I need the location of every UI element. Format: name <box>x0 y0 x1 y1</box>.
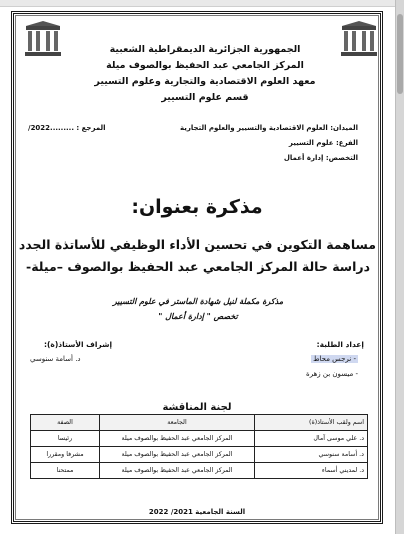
member-name: د. أسامة سنوسي <box>255 447 368 463</box>
viewer-top-edge <box>0 0 404 7</box>
header-republic: الجمهورية الجزائرية الديمقراطية الشعبية <box>109 44 301 55</box>
vertical-scrollbar[interactable] <box>395 0 404 534</box>
table-header-row <box>31 415 368 431</box>
header-department: قسم علوم التسيير <box>161 92 249 103</box>
member-university: المركز الجامعي عبد الحفيظ بوالصوف ميلة <box>100 431 255 447</box>
memo-specialty: تخصص " إدارة أعمال " <box>158 312 238 321</box>
header-institute: معهد العلوم الاقتصادية والتجارية وعلوم التسيير <box>94 76 316 87</box>
member-university: المركز الجامعي عبد الحفيظ بوالصوف ميلة <box>100 463 255 479</box>
memo-title: مذكرة بعنوان: <box>131 196 263 218</box>
committee-table <box>30 414 368 479</box>
header-center: المركز الجامعي عبد الحفيظ بوالصوف ميلة <box>106 60 304 71</box>
member-role: مشرفا ومقررا <box>31 447 100 463</box>
field-label: الميدان: العلوم الاقتصادية والتسيير والعلوم التجارية <box>180 124 358 132</box>
member-name: د. لمديني أسماء <box>255 463 368 479</box>
branch-label: الفرع: علوم التسيير <box>288 139 358 147</box>
column-header-name: اسم ولقب الأستاذ(ة) <box>255 415 368 431</box>
academic-year: السنة الجامعية 2021/ 2022 <box>148 508 246 516</box>
table-row <box>31 431 368 447</box>
university-logo-right <box>338 20 380 62</box>
member-role: رئيسا <box>31 431 100 447</box>
member-role: ممتحنا <box>31 463 100 479</box>
student-name-2: - ميسون بن زهرة <box>306 370 358 378</box>
member-university: المركز الجامعي عبد الحفيظ بوالصوف ميلة <box>100 447 255 463</box>
supervisor-label: إشراف الأستاذ(ة): <box>44 340 113 349</box>
column-header-role: الصفة <box>31 415 100 431</box>
subject-line-2: دراسة حالة المركز الجامعي عبد الحفيظ بوالصوف –ميلة- <box>26 259 370 274</box>
committee-title: لجنة المناقشة <box>162 402 232 413</box>
university-logo-left <box>22 20 64 62</box>
students-label: إعداد الطلبة: <box>316 340 364 349</box>
column-header-university: الجامعة <box>100 415 255 431</box>
student-name-1 <box>311 355 358 363</box>
supervisor-name: د. أسامة سنوسي <box>30 355 81 363</box>
member-name: د. علي موسى آمال <box>255 431 368 447</box>
specialty-label: التخصص: إدارة أعمال <box>283 154 358 162</box>
selected-text-highlight[interactable]: - نرجس محاط <box>313 355 356 363</box>
table-row <box>31 447 368 463</box>
scrollbar-thumb[interactable] <box>397 14 403 94</box>
subject-line-1: مساهمة التكوين في تحسين الأداء الوظيفي للأساتذة الجدد <box>18 237 376 252</box>
table-row <box>31 463 368 479</box>
reference-number: المرجع : .........2022/ <box>28 124 106 132</box>
memo-description: مذكرة مكملة لنيل شهادة الماستر في علوم التسيير <box>112 297 284 306</box>
